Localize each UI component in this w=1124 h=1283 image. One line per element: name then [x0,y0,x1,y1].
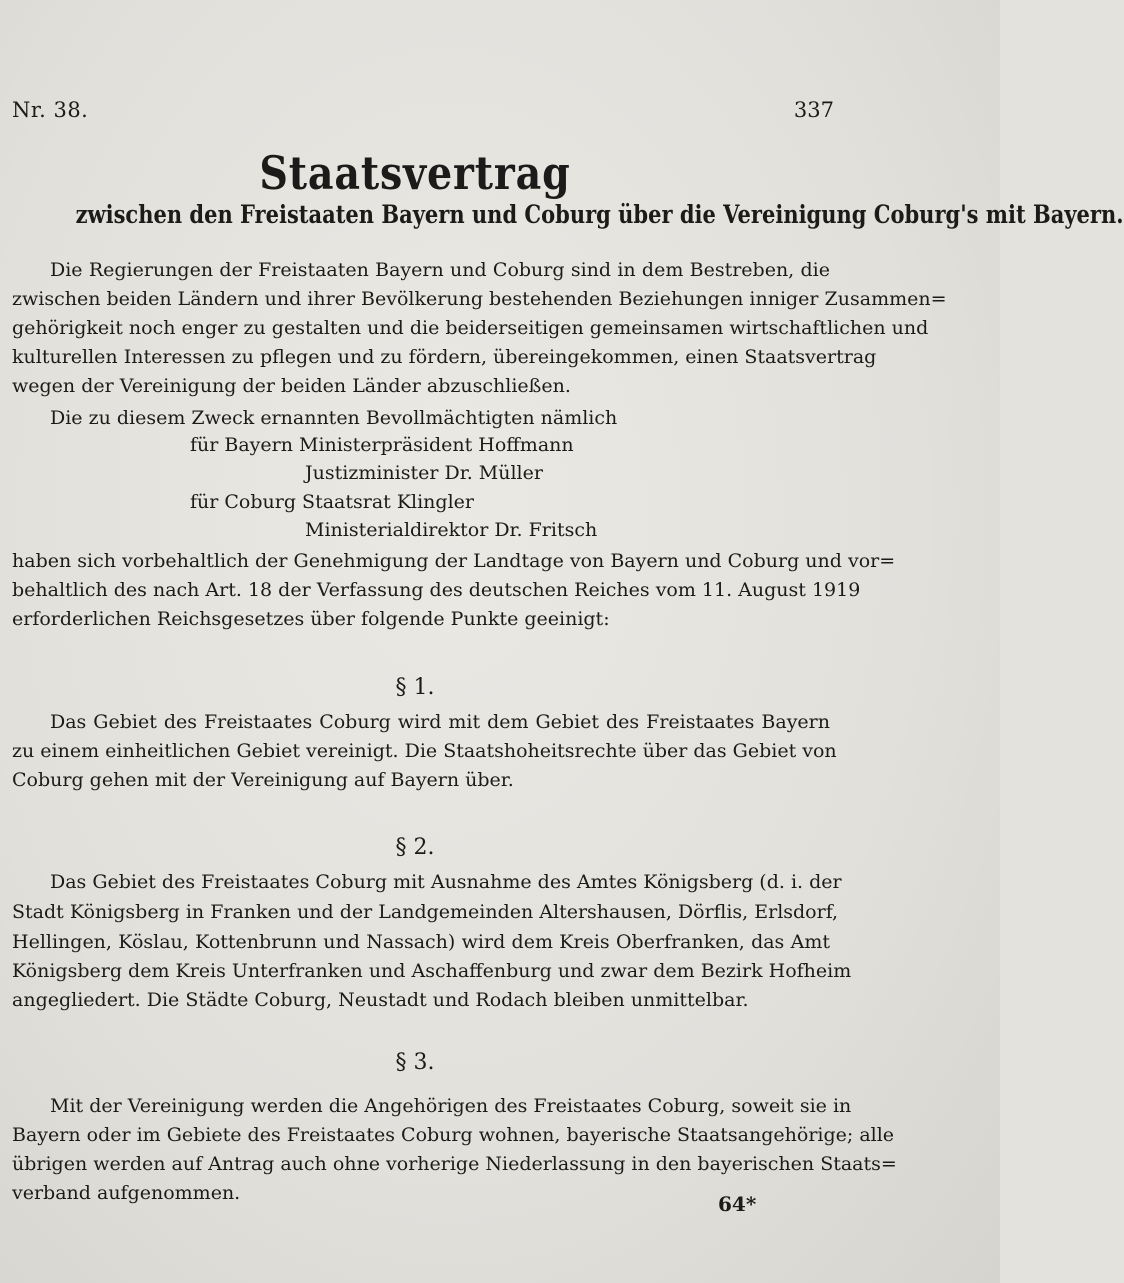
section-line: Bayern oder im Gebiete des Freistaates Coburg wohnen, bayerische Staatsangehörige; alle [12,1124,895,1146]
document-title: Staatsvertrag [259,146,571,200]
page-number: 337 [793,98,834,122]
plenipotentiary: Ministerialdirektor Dr. Fritsch [305,519,598,541]
section-line: Das Gebiet des Freistaates Coburg wird mit dem Gebiet des Freistaates Bayern [50,711,830,733]
agreement-line: haben sich vorbehaltlich der Genehmigung der Landtage von Bayern und Coburg und vor= [12,550,896,572]
preamble-line: zwischen beiden Ländern und ihrer Bevölkerung bestehenden Beziehungen inniger Zusammen= [12,288,947,310]
section-heading: § 1. [395,675,435,700]
section-line: Das Gebiet des Freistaates Coburg mit Ausnahme des Amtes Königsberg (d. i. der [50,871,842,893]
section-line: angegliedert. Die Städte Coburg, Neustadt und Rodach bleiben unmittelbar. [12,989,749,1011]
preamble-line: gehörigkeit noch enger zu gestalten und die beiderseitigen gemeinsamen wirtschaftlichen und [12,317,929,339]
plenipotentiaries-intro: Die zu diesem Zweck ernannten Bevollmächtigten nämlich [50,407,618,429]
section-heading: § 3. [395,1050,435,1075]
section-line: Hellingen, Köslau, Kottenbrunn und Nassach) wird dem Kreis Oberfranken, das Amt [12,931,830,953]
section-line: übrigen werden auf Antrag auch ohne vorherige Niederlassung in den bayerischen Staats= [12,1153,897,1175]
section-line: Königsberg dem Kreis Unterfranken und Aschaffenburg und zwar dem Bezirk Hofheim [12,960,852,982]
plenipotentiary: Justizminister Dr. Müller [305,462,543,484]
issue-number: Nr. 38. [12,98,89,122]
plenipotentiary: für Bayern Ministerpräsident Hoffmann [190,434,574,456]
preamble-line: wegen der Vereinigung der beiden Länder abzuschließen. [12,375,571,397]
document-subtitle: zwischen den Freistaaten Bayern und Coburg über die Vereinigung Coburg's mit Bayern. [75,200,1124,229]
preamble-line: kulturellen Interessen zu pflegen und zu fördern, übereingekommen, einen Staatsvertrag [12,346,877,368]
agreement-line: behaltlich des nach Art. 18 der Verfassung des deutschen Reiches vom 11. August 1919 [12,579,861,601]
section-heading: § 2. [395,835,435,860]
signature-mark: 64* [718,1192,757,1216]
section-line: verband aufgenommen. [12,1182,241,1204]
preamble-line: Die Regierungen der Freistaaten Bayern und Coburg sind in dem Bestreben, die [50,259,830,281]
agreement-line: erforderlichen Reichsgesetzes über folgende Punkte geeinigt: [12,608,610,630]
plenipotentiary: für Coburg Staatsrat Klingler [190,491,474,513]
section-line: Mit der Vereinigung werden die Angehörigen des Freistaates Coburg, soweit sie in [50,1095,852,1117]
section-line: Stadt Königsberg in Franken und der Landgemeinden Altershausen, Dörflis, Erlsdorf, [12,901,839,923]
section-line: zu einem einheitlichen Gebiet vereinigt. Die Staatshoheitsrechte über das Gebiet von [12,740,837,762]
section-line: Coburg gehen mit der Vereinigung auf Bayern über. [12,769,514,791]
